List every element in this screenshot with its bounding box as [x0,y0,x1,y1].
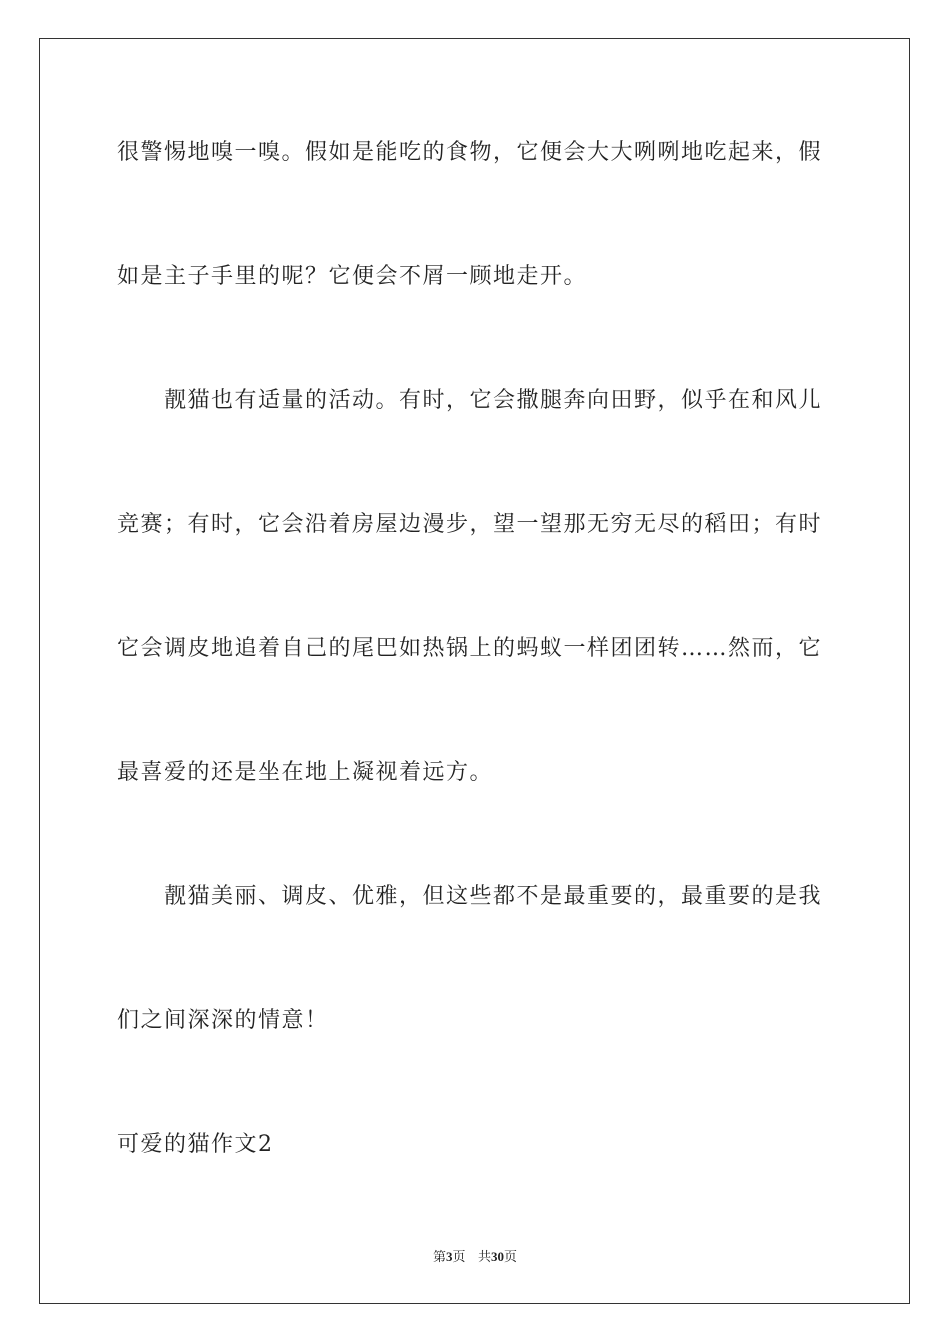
page-footer [0,1246,950,1265]
paragraph-line: 最喜爱的还是坐在地上凝视着远方。 [117,760,494,785]
total-prefix: 共 [477,1250,491,1265]
total-suffix: 页 [503,1250,517,1265]
paragraph-line: 靓猫也有适量的活动。有时，它会撒腿奔向田野，似乎在和风儿 [164,388,823,413]
page-border [39,38,910,1304]
paragraph-line: 如是主子手里的呢？它便会不屑一顾地走开。 [117,264,588,289]
page-suffix: 页 [452,1250,466,1265]
paragraph-line: 靓猫美丽、调皮、优雅，但这些都不是最重要的，最重要的是我 [164,884,823,909]
paragraph-line: 们之间深深的情意！ [117,1008,329,1033]
paragraph-line: 很警惕地嗅一嗅。假如是能吃的食物，它便会大大咧咧地吃起来，假 [117,140,823,165]
paragraph-line: 它会调皮地追着自己的尾巴如热锅上的蚂蚁一样团团转……然而，它 [117,636,823,661]
page-prefix: 第 [433,1250,447,1265]
total-pages: 30 [490,1249,504,1264]
section-heading: 可爱的猫作文2 [117,1132,274,1157]
paragraph-line: 竞赛；有时，它会沿着房屋边漫步，望一望那无穷无尽的稻田；有时 [117,512,823,537]
page-number: 3 [446,1249,453,1264]
